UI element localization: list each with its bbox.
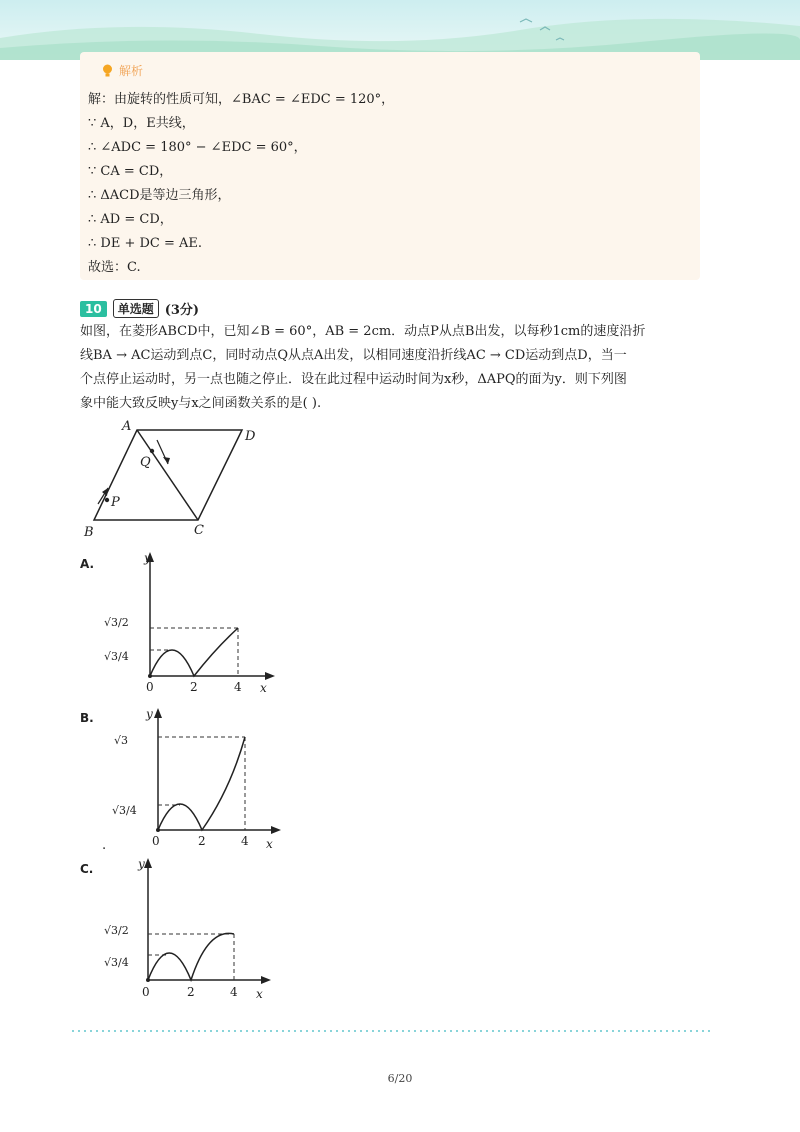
- option-b-label: B.: [80, 711, 94, 725]
- question-type-badge: 单选题: [113, 299, 159, 318]
- x-label: x: [266, 837, 273, 851]
- option-c-graph: [98, 854, 278, 1004]
- tick-2: 2: [198, 834, 206, 848]
- label-b: B: [84, 525, 94, 540]
- rhombus-figure: [80, 418, 270, 542]
- lightbulb-icon: [102, 64, 113, 78]
- point-p: [105, 498, 109, 502]
- analysis-header: [102, 62, 143, 79]
- tick-4: 4: [234, 680, 242, 694]
- option-b-graph: [100, 704, 285, 854]
- low-label: √3/4: [104, 650, 129, 663]
- label-a: A: [122, 419, 132, 434]
- point-q: [150, 449, 154, 453]
- curve: [150, 628, 238, 676]
- tick-4: 4: [230, 985, 238, 999]
- label-d: D: [245, 429, 256, 444]
- analysis-line: ∵ A，D，E共线，: [88, 116, 195, 131]
- question-text-line: 线BA → AC运动到点C，同时动点Q从点A出发，以相同速度沿折线AC → CD运动到点D，当一: [80, 348, 627, 363]
- label-q: Q: [140, 455, 151, 470]
- label-c: C: [194, 523, 204, 538]
- question-text-line: 个点停止运动时，另一点也随之停止．设在此过程中运动时间为x秒，ΔAPQ的面为y．则下列图: [80, 372, 627, 387]
- x-label: x: [260, 681, 267, 695]
- analysis-box: [80, 52, 700, 280]
- analysis-line: 解：由旋转的性质可知，∠BAC = ∠EDC = 120°，: [88, 92, 395, 107]
- option-c-label: C.: [80, 862, 94, 876]
- low-label: √3/4: [112, 804, 137, 817]
- y-label: y: [138, 857, 145, 871]
- curve: [148, 933, 234, 980]
- analysis-line: ∴ AD = CD，: [88, 212, 173, 227]
- question-text-line: 象中能大致反映y与x之间函数关系的是( ).: [80, 396, 322, 411]
- tick-4: 4: [241, 834, 249, 848]
- tick-0: 0: [152, 834, 160, 848]
- analysis-line: 故选：C.: [88, 260, 141, 275]
- tick-2: 2: [187, 985, 195, 999]
- y-label: y: [146, 707, 153, 721]
- analysis-line: ∵ CA = CD，: [88, 164, 173, 179]
- question-header: [80, 299, 199, 318]
- analysis-title: 解析: [119, 64, 144, 78]
- curve: [158, 737, 245, 830]
- question-text-line: 如图，在菱形ABCD中，已知∠B = 60°，AB = 2cm．动点P从点B出发，以每秒1cm的速度沿折: [80, 324, 646, 339]
- option-a-graph: [100, 548, 280, 698]
- high-label: √3/2: [104, 924, 129, 937]
- low-label: √3/4: [104, 956, 129, 969]
- tick-0: 0: [146, 680, 154, 694]
- x-label: x: [256, 987, 263, 1001]
- question-number: 10: [80, 301, 107, 317]
- diagonal-ac: [137, 430, 198, 520]
- analysis-line: ∴ ∠ADC = 180° − ∠EDC = 60°，: [88, 140, 307, 155]
- analysis-line: ∴ DE + DC = AE.: [88, 236, 203, 251]
- footer-divider: [70, 1030, 710, 1032]
- trailing-dot: .: [102, 838, 107, 853]
- y-label: y: [144, 551, 151, 565]
- analysis-line: ∴ ΔACD是等边三角形，: [88, 188, 231, 203]
- high-label: √3: [114, 734, 129, 747]
- label-p: P: [111, 495, 120, 510]
- page-number: 6/20: [387, 1072, 413, 1085]
- high-label: √3/2: [104, 616, 129, 629]
- tick-0: 0: [142, 985, 150, 999]
- question-score: (3分): [164, 303, 200, 318]
- tick-2: 2: [190, 680, 198, 694]
- option-a-label: A.: [80, 557, 95, 571]
- header-banner: [0, 0, 800, 60]
